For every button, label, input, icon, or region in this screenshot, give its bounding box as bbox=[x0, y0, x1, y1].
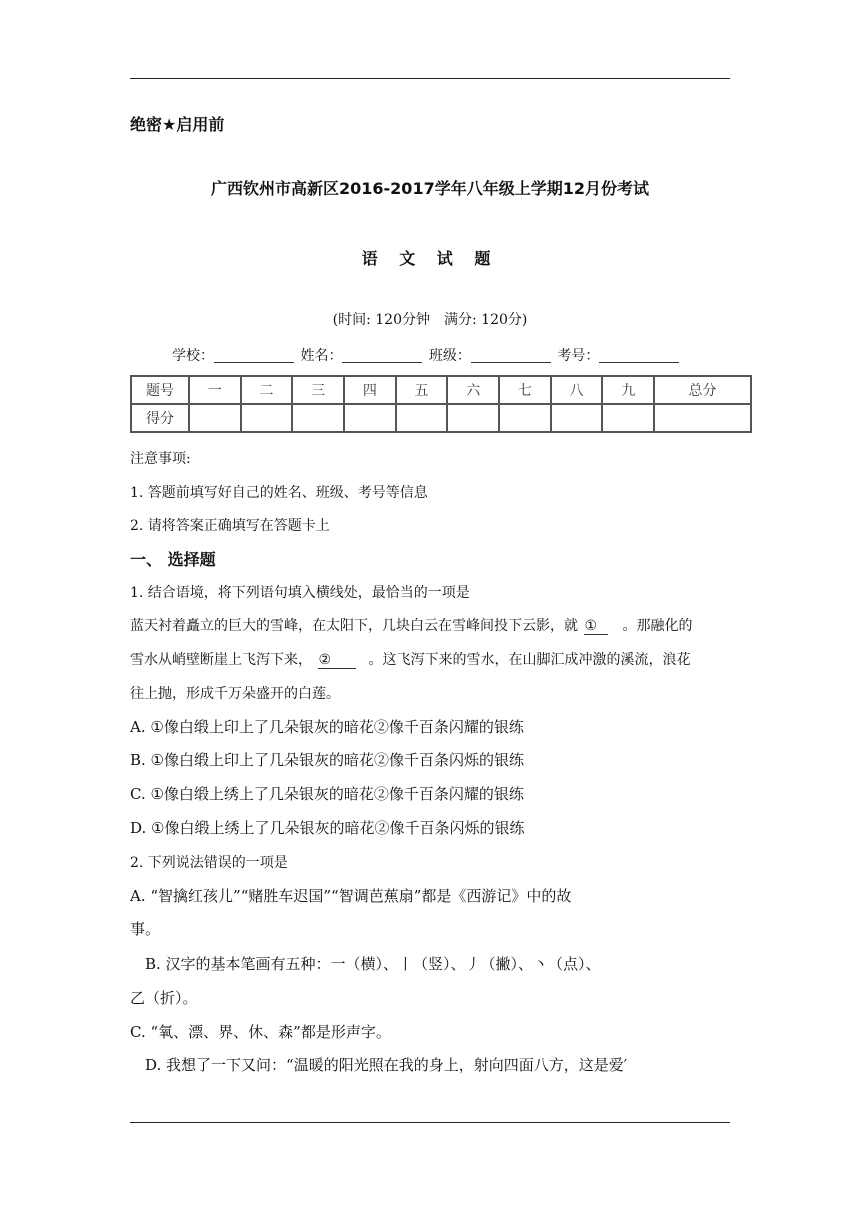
passage-text: 蓝天衬着矗立的巨大的雪峰，在太阳下，几块白云在雪峰间投下云影，就 bbox=[130, 618, 578, 634]
score-cell[interactable] bbox=[654, 404, 751, 432]
header-cell: 二 bbox=[241, 376, 293, 404]
score-cell[interactable] bbox=[189, 404, 241, 432]
header-cell: 三 bbox=[292, 376, 344, 404]
exam-number-blank[interactable] bbox=[599, 348, 679, 363]
score-cell[interactable] bbox=[602, 404, 654, 432]
question-1-passage-line bbox=[130, 649, 690, 669]
question-1-option-c: C. ①像白缎上绣上了几朵银灰的暗花②像千百条闪耀的银练 bbox=[130, 785, 524, 803]
header-cell: 一 bbox=[189, 376, 241, 404]
time-info: (时间: 120分钟 满分: 120分) bbox=[332, 312, 528, 328]
passage-text: 。那融化的 bbox=[622, 618, 693, 634]
question-2-option-d: D. 我想了一下又问：“温暖的阳光照在我的身上，射向四面八方，这是爱′ bbox=[145, 1056, 628, 1074]
question-2-prompt: 2. 下列说法错误的一项是 bbox=[130, 855, 288, 871]
score-cell[interactable] bbox=[292, 404, 344, 432]
question-2-option-b-cont: 乙（折）。 bbox=[130, 989, 198, 1007]
section-title: 一、 选择题 bbox=[130, 550, 216, 569]
top-rule bbox=[130, 78, 730, 79]
question-2-option-c: C. “氧、漂、界、休、森”都是形声字。 bbox=[130, 1023, 391, 1041]
score-cell[interactable] bbox=[447, 404, 499, 432]
fill-blank-1: ① bbox=[584, 618, 608, 635]
note-item: 1. 答题前填写好自己的姓名、班级、考号等信息 bbox=[130, 485, 428, 501]
header-cell: 五 bbox=[396, 376, 448, 404]
score-label-cell: 得分 bbox=[131, 404, 189, 432]
score-cell[interactable] bbox=[499, 404, 551, 432]
score-cell[interactable] bbox=[551, 404, 603, 432]
header-cell: 四 bbox=[344, 376, 396, 404]
subject-title: 语 文 试 题 bbox=[361, 249, 499, 268]
score-cell[interactable] bbox=[344, 404, 396, 432]
school-blank[interactable] bbox=[214, 348, 294, 363]
exam-number-label: 考号： bbox=[557, 348, 600, 364]
score-cell[interactable] bbox=[241, 404, 293, 432]
notes-title: 注意事项: bbox=[130, 451, 191, 467]
question-1-option-a: A. ①像白缎上印上了几朵银灰的暗花②像千百条闪耀的银练 bbox=[130, 718, 524, 736]
question-1-prompt: 1. 结合语境，将下列语句填入横线处，最恰当的一项是 bbox=[130, 585, 470, 601]
question-2-option-b: B. 汉字的基本笔画有五种：一（横）、丨（竖）、丿（撇）、丶（点）、 bbox=[145, 955, 601, 973]
secret-label: 绝密★启用前 bbox=[130, 115, 225, 134]
header-cell: 八 bbox=[551, 376, 603, 404]
header-cell: 题号 bbox=[131, 376, 189, 404]
passage-text: 雪水从峭壁断崖上飞泻下来， bbox=[130, 652, 312, 668]
score-table-header-row bbox=[131, 376, 751, 404]
student-info-line bbox=[172, 345, 681, 365]
header-cell: 七 bbox=[499, 376, 551, 404]
score-table bbox=[130, 375, 752, 433]
name-label: 姓名： bbox=[300, 348, 343, 364]
question-1-passage-line bbox=[130, 615, 692, 635]
header-cell: 总分 bbox=[654, 376, 751, 404]
question-1-option-b: B. ①像白缎上印上了几朵银灰的暗花②像千百条闪烁的银练 bbox=[130, 751, 525, 769]
question-2-option-a: A. “智擒红孩儿”“赌胜车迟国”“智调芭蕉扇”都是《西游记》中的故 bbox=[130, 887, 572, 905]
question-1-passage-line: 往上抛，形成千万朵盛开的白莲。 bbox=[130, 686, 340, 702]
question-2-option-a-cont: 事。 bbox=[130, 920, 161, 938]
score-cell[interactable] bbox=[396, 404, 448, 432]
header-cell: 九 bbox=[602, 376, 654, 404]
bottom-rule bbox=[130, 1122, 730, 1123]
exam-title: 广西钦州市高新区2016-2017学年八年级上学期12月份考试 bbox=[211, 179, 649, 198]
class-blank[interactable] bbox=[471, 348, 551, 363]
score-table-score-row bbox=[131, 404, 751, 432]
passage-text: 。这飞泻下来的雪水，在山脚汇成冲激的溪流，浪花 bbox=[368, 652, 691, 668]
fill-blank-2: ② bbox=[318, 652, 356, 669]
header-cell: 六 bbox=[447, 376, 499, 404]
class-label: 班级： bbox=[428, 348, 471, 364]
school-label: 学校： bbox=[172, 348, 214, 364]
name-blank[interactable] bbox=[342, 348, 422, 363]
question-1-option-d: D. ①像白缎上绣上了几朵银灰的暗花②像千百条闪烁的银练 bbox=[130, 819, 525, 837]
note-item: 2. 请将答案正确填写在答题卡上 bbox=[130, 518, 330, 534]
